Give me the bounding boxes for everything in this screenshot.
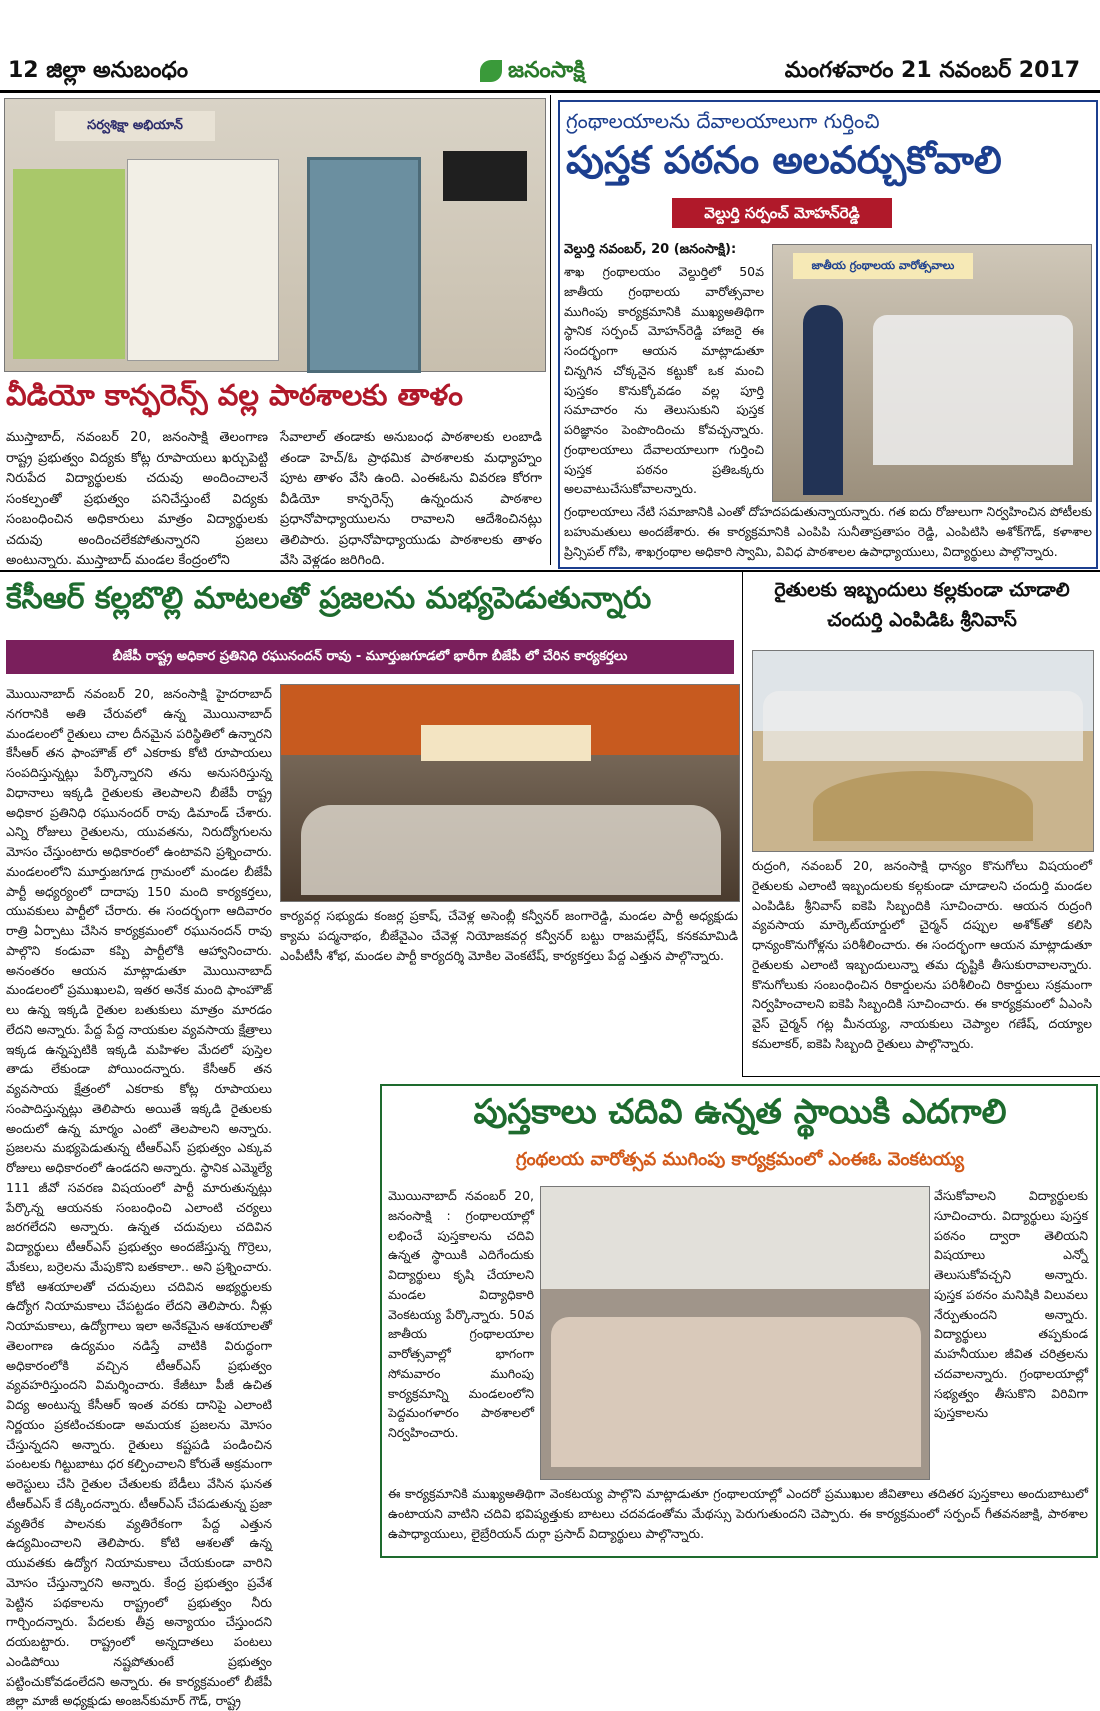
story5-col3: వేసుకోవాలని విద్యార్థులకు సూచించారు. విద్యార్థులు పుస్తక పఠనం ద్వారా తెలియని విషయాలు ఎన్నో తెలుసుకోవచ్చని అన్నారు. పుస్తక పఠనం మనిషికి విలువలు నేర్పుతుందని అన్నారు. విద్యార్థులు తప్పకుండ మహనీయుల జీవిత చరిత్రలను చదవాలన్నారు. గ్రంథాలయాల్లో సభ్యత్వం తీసుకొని విరివిగా పుస్తకాలను: [934, 1188, 1088, 1421]
india-map: [13, 169, 125, 359]
guests-figures: [873, 315, 1073, 465]
photo-wall-text: సర్వశిక్షా అభియాన్: [55, 111, 215, 141]
masthead-rule: [0, 90, 1100, 93]
story5-col1: మొయినాబాద్ నవంబర్ 20, జనంసాక్షి : గ్రంథాలయాల్లో లభించే పుస్తకాలను చదివి ఉన్నత స్థాయికి ఎదిగేందుకు విద్యార్థులు కృషి చేయాలని మండల విద్యాధికారి వెంకటయ్య పేర్కొన్నారు. 50వ జాతీయ గ్రంథాలయాల వారోత్సవాల్లో భాగంగా సోమవారం ముగింపు కార్యక్రమాన్ని మండలంలోని పెద్దమంగళారం పాఠశాలలో నిర్వహించారు.: [388, 1188, 534, 1440]
story2-kicker: గ్రంథాలయాలను దేవాలయాలుగా గుర్తించి: [566, 109, 880, 133]
door: [307, 157, 421, 373]
leaf-icon: [480, 60, 502, 82]
paper-name: జనంసాక్షి: [508, 58, 585, 83]
story1-col2: సేవాలాల్ తండాకు అనుబంధ పాఠశాలకు లంబాడి తండా హెచ్/ఓ ప్రాథమిక పాఠశాలకు మధ్యాహ్నం పూట తాళం వేసి ఉంది. ఎంఈఓను వివరణ కోరగా వీడియో కాన్ఫరెన్స్ ఉన్నందున పాఠశాల ప్రధానోపాధ్యాయులను రావాలని ఆదేశించినట్లు తెలిపారు. ప్రధానోపాధ్యాయుడు పాఠశాలకు తాళం వేసి వెళ్లడం జరిగింది.: [280, 430, 542, 569]
issue-date: మంగళవారం 21 నవంబర్ 2017: [784, 58, 1080, 83]
story4-headline-2: చందుర్తి ఎంపిడిఓ శ్రీనివాస్: [827, 609, 1017, 631]
story4-body: రుద్రంగి, నవంబర్ 20, జనంసాక్షి ధాన్యం కొనుగోలు విషయంలో రైతులకు ఎలాంటి ఇబ్బందులకు కల్గకుండా చూడాలని చందుర్తి మండల ఎంపిడిఓ శ్రీనివాస్ ఐకెపి సిబ్బందికి సూచించారు. ఆయన రుద్రంగి వ్యవసాయ మార్కెట్‌యార్డులో చైర్మన్ దప్పుల అశోక్‌తో కలిసి ధాన్యంకొనుగోళ్లను పరిశీలించారు. ఈ సందర్భంగా ఆయన మాట్లాడుతూ రైతులకు ఎలాంటి ఇబ్బందులున్నా తమ దృష్టికి తీసుకురావాలన్నారు. కొనుగోలుకు సంబంధించిన రికార్డులను పరిశీలించి రికార్డులు సక్రమంగా నిర్వహించాలని ఐకెపి సిబ్బందికి సూచించారు. ఈ కార్యక్రమంలో ఏఎంసి వైస్ చైర్మన్ గట్ల మీనయ్య, నాయకులు చెప్యాల గణేష్, దయ్యాల కమలాకర్, ఐకెపి సిబ్బంది రైతులు పాల్గొన్నారు.: [752, 858, 1092, 1051]
library-photo: [772, 244, 1092, 502]
story2-full: గ్రంథాలయాలు నేటి సమాజానికి ఎంతో దోహదపడుతున్నాయన్నారు. గత ఐదు రోజులుగా నిర్వహించిన పోటీలకు బహుమతులు అందజేశారు. ఈ కార్యక్రమానికి ఎంపిపి సునీతాప్రతాపం రెడ్డి, ఎంపిటిసి అశోక్‌గౌడ్, కళాశాల ప్రిన్సిపల్ గోపి, శాఖగ్రంథాల అధికారి స్వామి, వివిధ పాఠశాలల ఉపాధ్యాయులు, విద్యార్థులు పాల్గొన్నారు.: [564, 504, 1092, 559]
bjp-rally-photo: [280, 684, 740, 902]
story3-banner: బీజేపీ రాష్ట్ర అధికార ప్రతినిధి రఘునందన్ రావు - మూర్తుజగూడలో భారీగా బీజేపీ లో చేరిన కార్యకర్తలు: [6, 640, 734, 674]
story2-body: శాఖ గ్రంథాలయం వెల్దుర్తిలో 50వ జాతీయ గ్రంథాలయ వారోత్సవాల ముగింపు కార్యక్రమానికి ముఖ్యఅతిథిగా స్థానిక సర్పంచ్ మోహన్‌రెడ్డి హాజరై ఈ సందర్భంగా ఆయన మాట్లాడుతూ చిన్నగిన చోక్కనైన కట్టుకో ఒక మంచి పుస్తకం కొనుక్కోవడం వల్ల పూర్తి సమాచారం ను తెలుసుకుని పుస్తక పరిజ్ఞానం పెంపొందించు కోవచ్చన్నారు. గ్రంథాలయాలు దేవాలయాలుగా గుర్తించి పుస్తక పఠనం ప్రతిఒక్కరు అలవాటుచేసుకోవాలన్నారు.: [564, 264, 764, 497]
story3-col1: మొయినాబాద్ నవంబర్ 20, జనంసాక్షి హైదరాబాద్ నగరానికి అతి చేరువలో ఉన్న మొయినాబాద్ మండలంలో రైతులు చాల దీనమైన పరిస్థితిలో ఉన్నారని కేసీఆర్ తన ఫాంహౌజ్ లో ఎకరాకు కోటి రూపాయలు సంపదిస్తున్నట్లు పేర్కొన్నారని తను అనుసరిస్తున్న విధానాలు ఇక్కడి రైతులకు తెలపాలని బీజేపీ రాష్ట్ర అధికార ప్రతినిధి రఘునందర్ రావు డిమాండ్ చేశారు. ఎన్ని రోజులు రైతులను, యువతను, నిరుద్యోగులను మోసం చేస్తుంటారు అధికారంలో ఉంటావని ప్రశ్నించారు. మండలంలోని మూర్తుజగూడ గ్రామంలో మండల బీజేపీ పార్టీ అధ్యర్యంలో దాదాపు 150 మంది కార్యకర్తలు, యువకులు పార్టీలో చేరారు. ఈ సందర్భంగా ఆదివారం రాత్రి ఏర్పాటు చేసిన కార్యక్రమంలో రఘునందన్ రావు పాల్గొని కండువా కప్పి పార్టీలోకి ఆహ్వానించారు. అనంతరం ఆయన మాట్లాడుతూ మొయినాబాద్ మండలంలో ప్రముఖులవి, ఇతర అనేక మంది ఫాంహౌజ్ లు ఉన్న ఇక్కడి రైతుల బతుకులు మాత్రం మారడం లేదని అన్నారు. పేద్ద పేద్ద నాయకుల వ్యవసాయ క్షేత్రాలు ఇక్కడ ఉన్నప్పటికి ఇక్కడి మహిళల మేదలో పుస్తెల తాడు లేకుండా పోయిందన్నారు. కేసీఆర్ తన వ్యవసాయ క్షేత్రంలో ఎకరాకు కోట్ల రూపాయలు సంపాదిస్తున్నట్లు తెలిపారు అయితే ఇక్కడి రైతులకు అందులో ఉన్న మార్మం ఎంటో తెలపాలని అన్నారు. ప్రజలను మభ్యపెడుతున్న టీఆర్ఎస్ ప్రభుత్వం ఎక్కువ రోజులు అధికారంలో ఉండదని అన్నారు. స్థానిక ఎమ్మెల్యే 111 జీవో సవరణ విషయంలో పార్టీ మారుతున్నట్లు పేర్కొన్న ఆయనకు సంబంధించి ఎలాంటి చర్యలు జరగలేదని అన్నారు. ఉన్నత చదువులు చదివిన విద్యార్థులు టీఆర్ఎస్ ప్రభుత్వం అందజేస్తున్న గొర్రెలు, మేకలు, బర్రెలను మేపుకొని బతకాలా.. అని ప్రశ్నించారు. కోటి ఆశయాలతో చదువులు చదివిన అభ్యర్థులకు ఉద్యోగ నియామకాలు చేపట్టడం లేదని తెలిపారు. నీళ్లు నియామకాలు, ఉద్యోగాలు ఇలా అనేకమైన ఆశయాలతో తెలంగాణ ఉద్యమం నడిస్తే వాటికి విరుద్ధంగా అధికారంలోకి వచ్చిన టీఆర్ఎస్ ప్రభుత్వం వ్యవహరిస్తుందని విమర్శించారు. కేజీటూ పీజీ ఉచిత విద్య అంటున్న కేసీఆర్ ఇంత వరకు దానిపై ఎలాంటి నిర్ణయం ప్రకటించకుండా అమయక ప్రజలను మోసం చేస్తున్నదని అన్నారు. రైతులు కష్టపడి పండించిన పంటలకు గిట్టుబాటు ధర కల్పించాలని కోరుతే అక్రమంగా అరెస్టులు చేసి రైతుల చేతులకు బేడీలు వేసిన ఘనత టీఆర్ఎస్ కే దక్కిందన్నారు. టీఆర్ఎస్ చేపడుతున్న ప్రజా వ్యతిరేక పాలనకు వ్యతిరేకంగా పేద్ద ఎత్తున ఉద్యమించాలని తెలిపారు. కోటి ఆశలతో ఉన్న యువతకు ఉద్యోగ నియామకాలు చేయకుండా వారిని మోసం చేస్తున్నారని అన్నారు. కేంద్ర ప్రభుత్వం ప్రవేశ పెట్టిన పథకాలను రాష్ట్రంలో ప్రభుత్వం నీరు గార్చిందన్నారు. పేదలకు తీవ్ర అన్యాయం చేస్తుందని దయబట్టారు. రాష్ట్రంలో అన్నదాతలు పంటలు ఎండిపోయి నష్టపోతుంటే ప్రభుత్వం పట్టించుకోవడంలేదని అన్నారు. ఈ కార్యక్రమంలో బీజేపీ జిల్లా మాజీ అధ్యక్షుడు అంజన్‌కుమార్ గౌడ్, రాష్ట్ర: [6, 686, 272, 1709]
info-board: [127, 159, 279, 361]
story5-subhead: గ్రంథలయ వారోత్సవ ముగింపు కార్యక్రమంలో ఎంఈఓ వెంకటయ్య: [515, 1149, 965, 1170]
paper-logo: [480, 58, 585, 88]
column-divider-2: [742, 572, 743, 1076]
story1-col1: ముస్తాబాద్, నవంబర్ 20, జనంసాక్షి తెలంగాణ రాష్ట్ర ప్రభుత్వం విద్యకు కోట్ల రూపాయలు ఖర్చుపెట్టి నిరుపేద విద్యార్థులకు చదువు అందించాలనే సంకల్పంతో ప్రభుత్వం పనిచేస్తుంటే విద్యకు సంబంధించిన అధికారులు మాత్రం విద్యార్థులకు చదువు అందించలేకపోతున్నారని ప్రజలు అంటున్నారు. ముస్తాబాద్ మండల కేంద్రంలోని: [6, 430, 268, 569]
section-rule-2: [742, 1076, 1100, 1077]
story5-full: ఈ కార్యక్రమానికి ముఖ్యఅతిథిగా వెంకటయ్య పాల్గొని మాట్లాడుతూ గ్రంథాలయాల్లో ఎందరో ప్రముఖుల జీవితాలు తదితర పుస్తకాలు అందుబాటులో ఉంటాయని వాటిని చదివి భవిష్యత్తుకు బాటలు చదవడంతోమ మేథస్సు పెరుగుతుందని చెప్పారు. ఈ కార్యక్రమంలో సర్పంచ్ గీతవనజాక్షి, పాఠశాల ఉపాధ్యాయులు, లైబ్రేరియన్ దుర్గా ప్రసాద్ విద్యార్థులు పాల్గొన్నారు.: [388, 1486, 1088, 1541]
teachers-group: [551, 1317, 921, 1467]
section-rule: [0, 570, 1100, 572]
story5-headline: పుస్తకాలు చదివి ఉన్నత స్థాయికి ఎదగాలి: [473, 1092, 1007, 1132]
student-figure: [803, 305, 843, 495]
blackboard: [443, 151, 527, 201]
photo-banner: జాతీయ గ్రంథాలయ వారోత్సవాలు: [793, 253, 973, 279]
seated-leaders: [301, 805, 721, 895]
grain-market-photo: [752, 650, 1094, 852]
story3-col2: కార్యవర్గ సభ్యుడు కంజర్ల ప్రకాష్, చేవెళ్ల అసెంబ్లీ కన్వీనర్ జంగారెడ్డి, మండల పార్టీ అధ్యక్షుడు క్యామ పద్మనాభం, బీజేవైఎం చేవెళ్ల నియోజకవర్గ కన్వీనర్ బట్టు రాజమల్లేష్, కనకమామిడి ఎంపీటీసీ శోభ, మండల పార్టీ కార్యదర్శి మోకిల వెంకటేష్, కార్యకర్తలు పేద్ద ఎత్తున పాల్గొన్నారు.: [280, 908, 738, 963]
masthead: [0, 0, 1100, 95]
story3-headline: కేసీఆర్ కల్లబొల్లి మాటలతో ప్రజలను మభ్యపెడుతున్నారు: [6, 581, 652, 616]
school-photo: [4, 98, 546, 372]
column-divider: [550, 95, 551, 565]
story2-dateline: వెల్దుర్తి నవంబర్, 20 (జనంసాక్షి):: [564, 242, 737, 257]
grain-heap: [813, 771, 1033, 841]
story4-headline-1: రైతులకు ఇబ్బందులు కల్లకుండా చూడాలి: [774, 579, 1070, 601]
story1-headline: వీడియో కాన్ఫరెన్స్ వల్ల పాఠశాలకు తాళం: [6, 378, 463, 412]
page-label: 12 జిల్లా అనుబంధం: [8, 58, 189, 83]
library-event-photo: [540, 1186, 930, 1480]
story2-banner: వెల్దుర్తి సర్పంచ్ మోహన్‌రెడ్డి: [672, 198, 892, 228]
officials-group: [763, 691, 1083, 761]
stage-banner: [421, 725, 591, 761]
story2-headline: పుస్తక పఠనం అలవర్చుకోవాలి: [566, 138, 1002, 182]
